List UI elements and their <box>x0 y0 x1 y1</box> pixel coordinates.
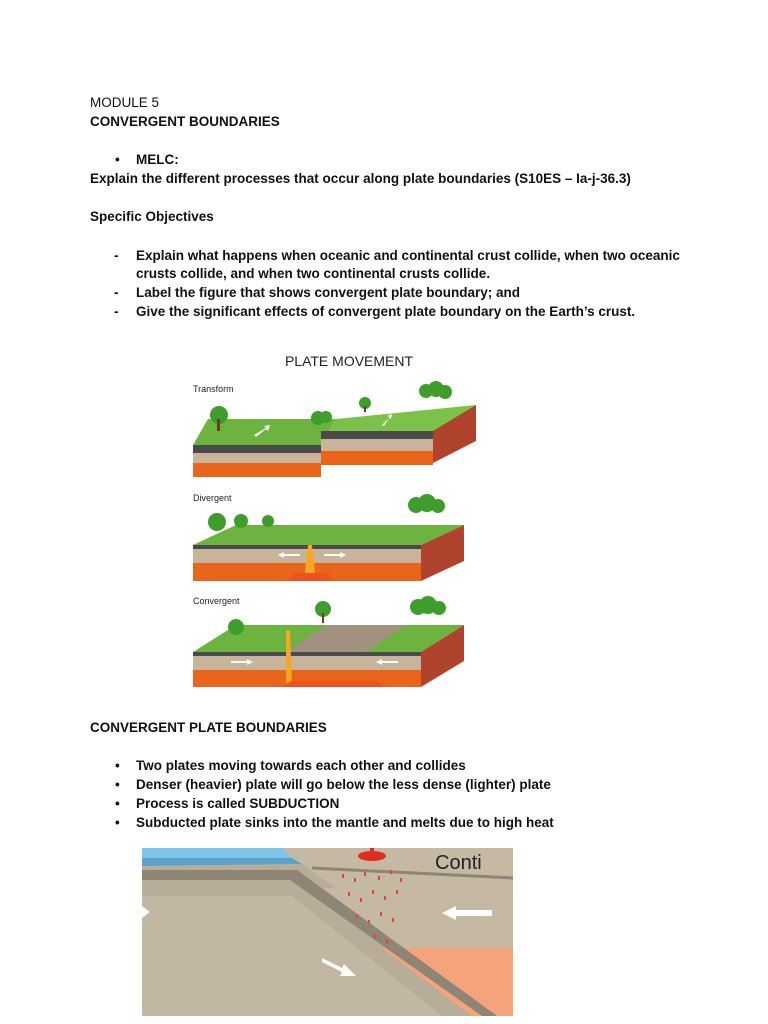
bullet-marker: • <box>115 758 120 773</box>
divergent-label: Divergent <box>193 493 232 503</box>
transform-block <box>193 381 476 477</box>
module-label: MODULE 5 <box>90 95 160 110</box>
bullet-marker: • <box>115 796 120 811</box>
plate-movement-figure <box>186 345 511 705</box>
bullet-item-3: Process is called SUBDUCTION <box>136 796 340 811</box>
page-title: CONVERGENT BOUNDARIES <box>90 114 280 129</box>
divergent-block <box>193 493 464 581</box>
objective-1-line2: crusts collide, and when two continental crusts collide. <box>136 266 491 281</box>
section-heading: CONVERGENT PLATE BOUNDARIES <box>90 720 327 735</box>
subduction-figure <box>142 848 513 1016</box>
objectives-heading: Specific Objectives <box>90 209 214 224</box>
figure-title: PLATE MOVEMENT <box>284 353 414 369</box>
dash-marker: - <box>114 248 119 263</box>
melc-text: Explain the different processes that occur along plate boundaries (S10ES – Ia-j-36.3) <box>90 171 631 186</box>
bullet-item-2: Denser (heavier) plate will go below the less dense (lighter) plate <box>136 777 551 792</box>
convergent-label: Convergent <box>193 596 240 606</box>
objective-3: Give the significant effects of convergent plate boundary on the Earth’s crust. <box>136 304 636 319</box>
bullet-marker: • <box>115 152 120 167</box>
melc-label: MELC: <box>136 152 179 167</box>
transform-label: Transform <box>193 384 234 394</box>
bullet-marker: • <box>115 777 120 792</box>
bullet-item-4: Subducted plate sinks into the mantle and melts due to high heat <box>136 815 554 830</box>
objective-1-line1: Explain what happens when oceanic and continental crust collide, when two oceanic <box>136 248 680 263</box>
dash-marker: - <box>114 304 119 319</box>
continent-label: Conti <box>435 852 482 874</box>
bullet-item-1: Two plates moving towards each other and collides <box>136 758 466 773</box>
bullet-marker: • <box>115 815 120 830</box>
dash-marker: - <box>114 285 119 300</box>
objective-2: Label the figure that shows convergent plate boundary; and <box>136 285 521 300</box>
convergent-block <box>193 596 464 687</box>
